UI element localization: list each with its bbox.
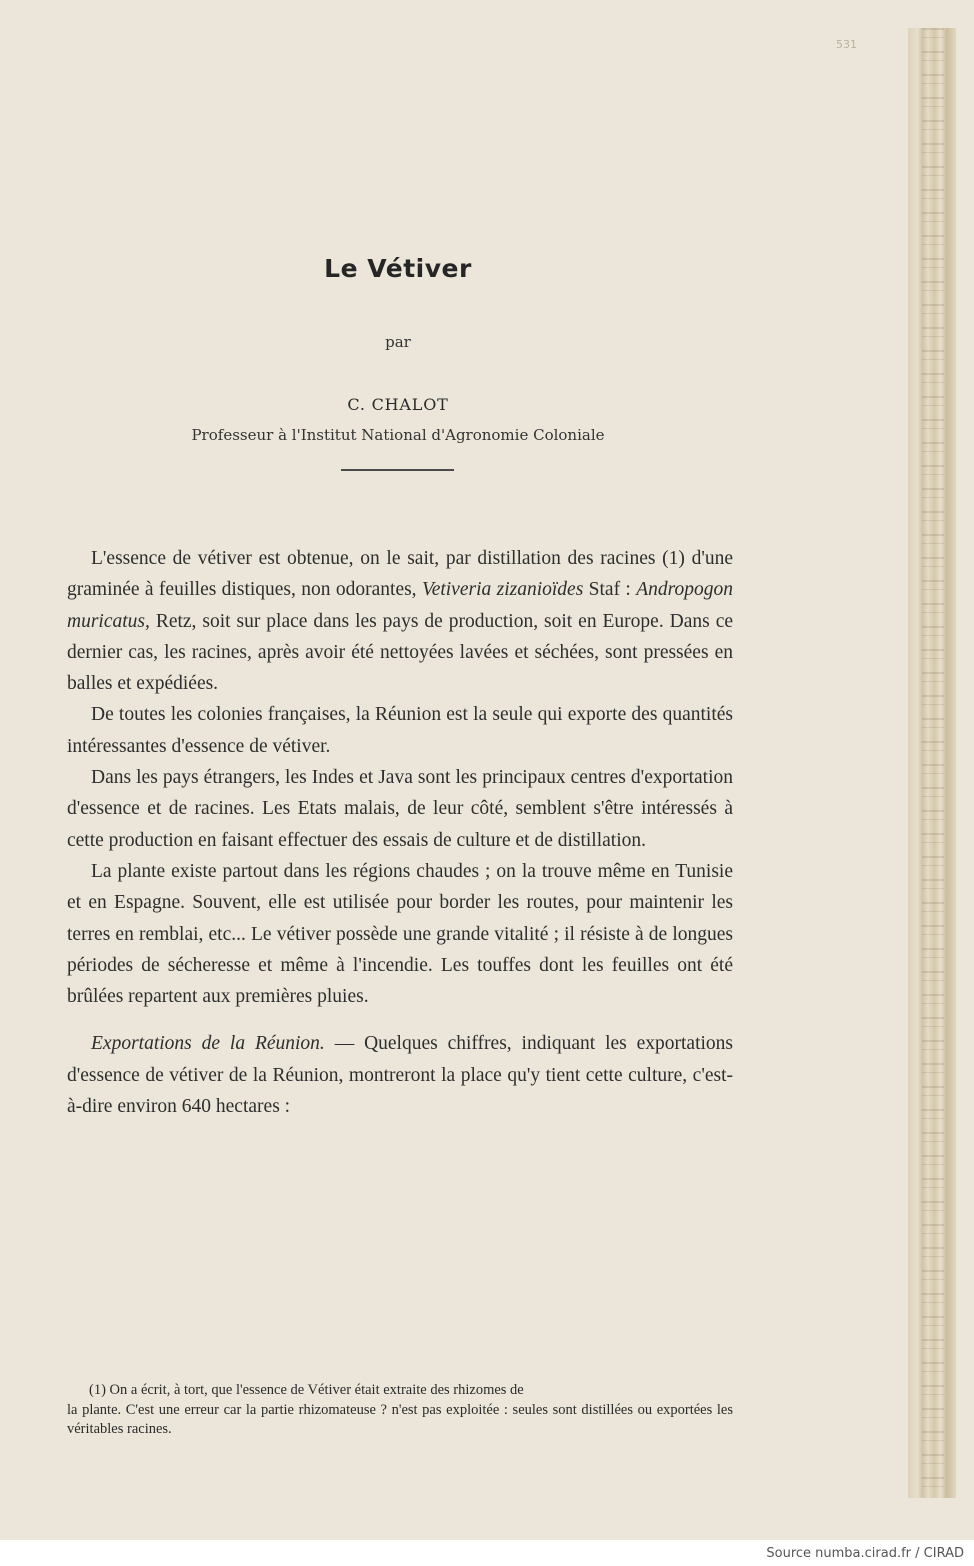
article-body bbox=[67, 543, 733, 1122]
corner-mark: 531 bbox=[836, 38, 857, 51]
synonym-name: Andropogon muricatus, bbox=[67, 579, 733, 632]
article-title: Le Vétiver bbox=[324, 254, 472, 283]
footnote-line: (1) On a écrit, à tort, que l'essence de Vétiver était extraite des rhizomes de bbox=[89, 1382, 524, 1398]
footnote-rest: la plante. C'est une erreur car la partie rhizomateuse ? n'est pas exploitée : seules sont distillées ou exportées les véritables racines. bbox=[67, 1401, 733, 1437]
paragraph-5: Exportations de la Réunion. — Quelques chiffres, indiquant les exportations d'essence de vétiver de la Réunion, montreront la place qu'y tient cette culture, c'est-à-dire environ 640 hectares : bbox=[67, 1033, 733, 1118]
author-affiliation: Professeur à l'Institut National d'Agronomie Coloniale bbox=[191, 426, 605, 444]
paragraph-3: Dans les pays étrangers, les Indes et Java sont les principaux centres d'exportation d'essence et de racines. Les Etats malais, de leur côté, semblent s'être intéressés à cette production en faisant effectuer des essais de culture et de distillation. bbox=[67, 767, 733, 851]
paragraph-4: La plante existe partout dans les régions chaudes ; on la trouve même en Tunisie et en Espagne. Souvent, elle est utilisée pour border les routes, pour maintenir les terres en remblai, etc... Le vétiver possède une grande vitalité ; il résiste à de longues périodes de sécheresse et même à l'incendie. Les touffes dont les feuilles ont été brûlées repartent aux premières pluies. bbox=[67, 860, 733, 1008]
species-name: Vetiveria zizanioïdes bbox=[421, 579, 584, 601]
paragraph-2: De toutes les colonies françaises, la Réunion est la seule qui exporte des quantités intéressantes d'essence de vétiver. bbox=[67, 704, 733, 757]
page-edges bbox=[908, 28, 956, 1498]
section-heading: Exportations de la Réunion. bbox=[91, 1033, 325, 1055]
footnote bbox=[67, 1381, 733, 1440]
author-name: C. CHALOT bbox=[347, 395, 449, 414]
title-rule bbox=[341, 469, 454, 471]
byline: par bbox=[385, 333, 411, 351]
source-credit: Source numba.cirad.fr / CIRAD bbox=[766, 1546, 964, 1561]
paragraph-1: L'essence de vétiver est obtenue, on le sait, par distillation des racines (1) d'une graminée à feuilles distiques, non odorantes, Vetiveria zizanioïdes Staf : Andropogon muricatus, Retz, soit sur place dans les pays de production, soit en Europe. Dans ce dernier cas, les racines, après avoir été nettoyées lavées et séchées, sont pressées en balles et expédiées. bbox=[67, 548, 733, 695]
